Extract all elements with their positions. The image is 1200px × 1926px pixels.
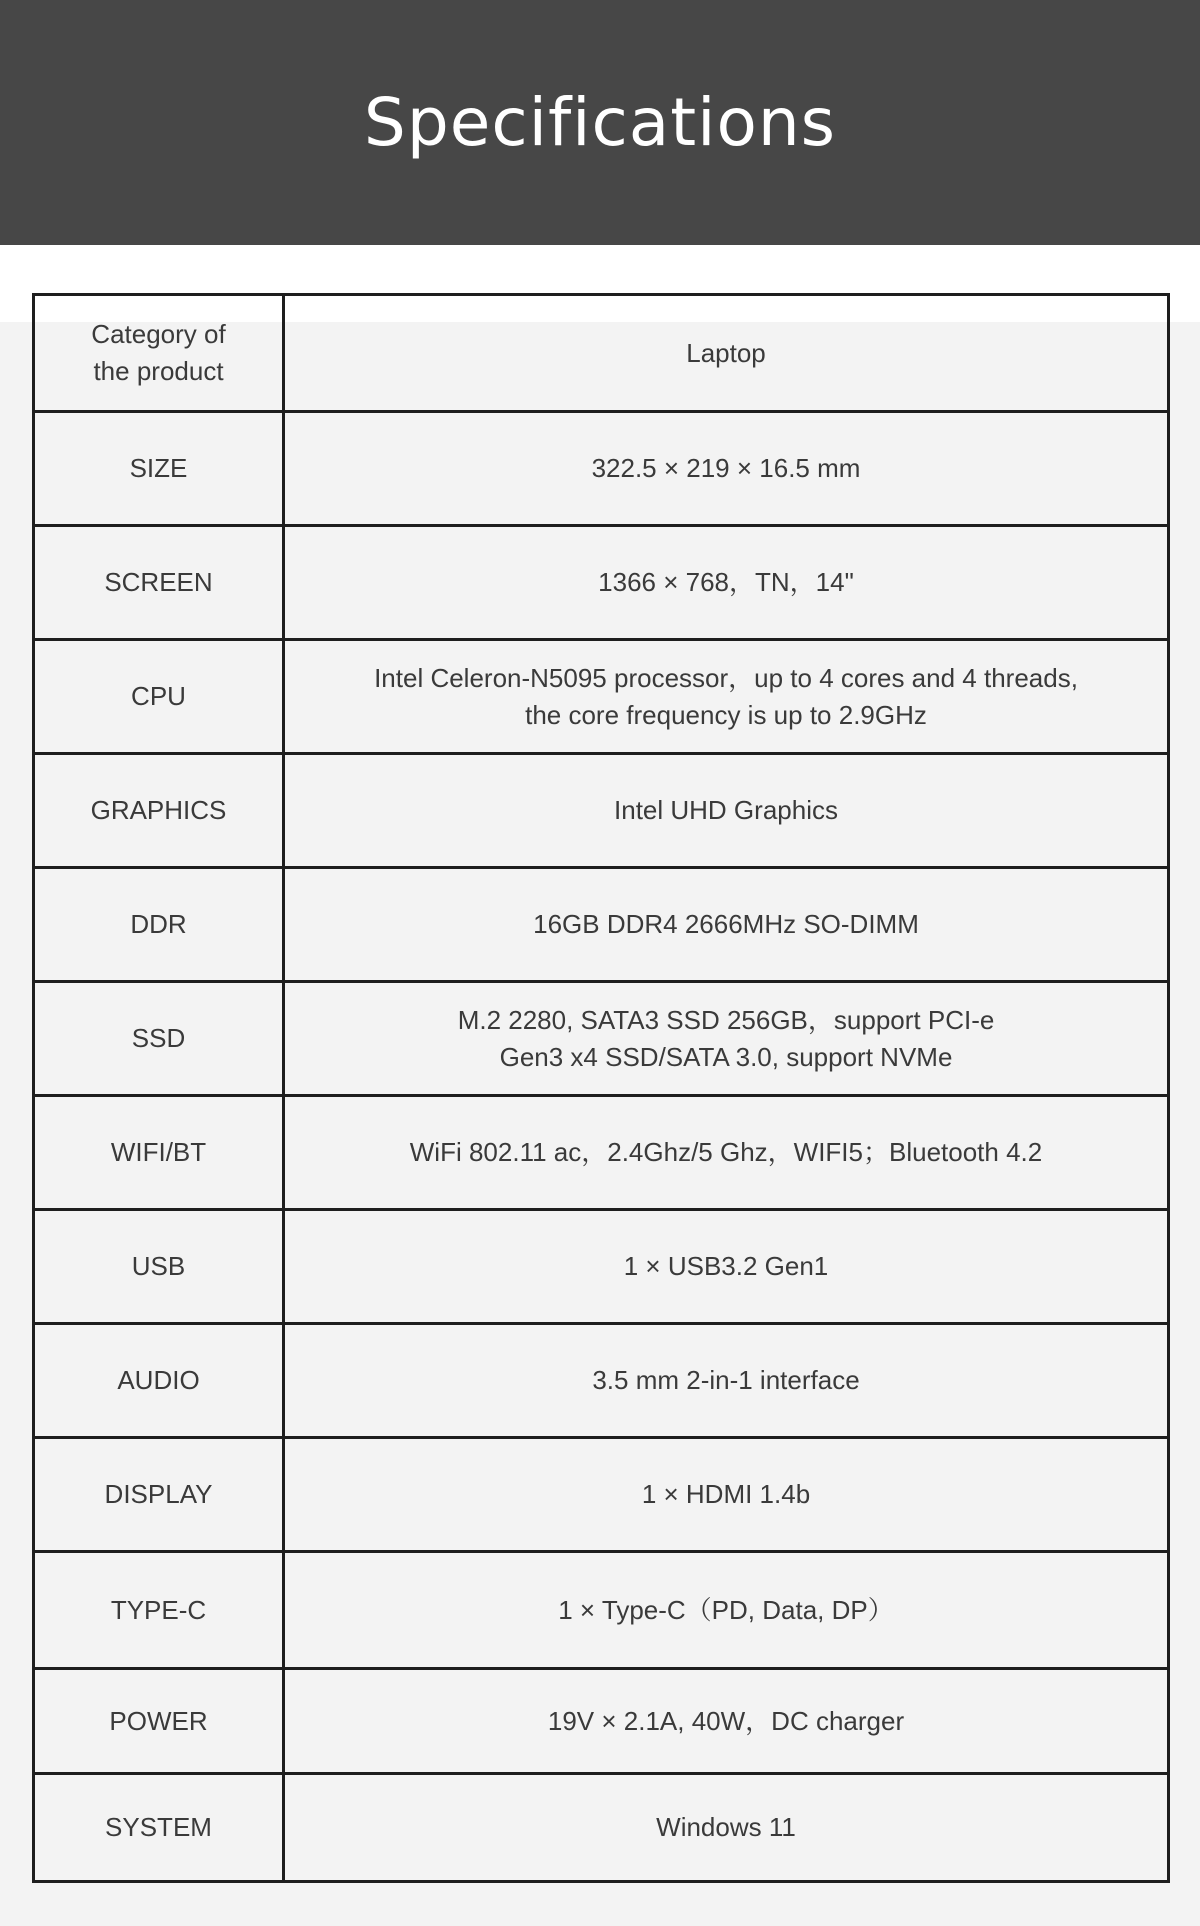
- spec-label: SCREEN: [34, 526, 284, 640]
- page-title: Specifications: [363, 84, 837, 161]
- spec-row-audio: [34, 1324, 1169, 1438]
- spec-row-ssd: [34, 982, 1169, 1096]
- spec-value: M.2 2280, SATA3 SSD 256GB，support PCI-e Gen3 x4 SSD/SATA 3.0, support NVMe: [284, 982, 1169, 1096]
- spec-value: Intel Celeron-N5095 processor，up to 4 cores and 4 threads, the core frequency is up to 2.9GHz: [284, 640, 1169, 754]
- spec-label: USB: [34, 1210, 284, 1324]
- spec-label: Category of the product: [34, 295, 284, 412]
- spec-value: 1366 × 768，TN，14": [284, 526, 1169, 640]
- spec-label: AUDIO: [34, 1324, 284, 1438]
- spec-row-ddr: [34, 868, 1169, 982]
- spec-row-size: [34, 412, 1169, 526]
- spec-label: CPU: [34, 640, 284, 754]
- spec-row-cpu: [34, 640, 1169, 754]
- spec-value: WiFi 802.11 ac，2.4Ghz/5 Ghz，WIFI5；Bluetooth 4.2: [284, 1096, 1169, 1210]
- spec-row-usb: [34, 1210, 1169, 1324]
- spec-value: 1 × HDMI 1.4b: [284, 1438, 1169, 1552]
- spec-row-power: [34, 1669, 1169, 1774]
- spec-label: POWER: [34, 1669, 284, 1774]
- spec-label: SYSTEM: [34, 1774, 284, 1882]
- spec-value: 3.5 mm 2-in-1 interface: [284, 1324, 1169, 1438]
- spec-value: 322.5 × 219 × 16.5 mm: [284, 412, 1169, 526]
- spec-label: DISPLAY: [34, 1438, 284, 1552]
- spec-row-graphics: [34, 754, 1169, 868]
- spec-row-type-c: [34, 1552, 1169, 1669]
- spec-row-screen: [34, 526, 1169, 640]
- spec-label: SIZE: [34, 412, 284, 526]
- spec-label: DDR: [34, 868, 284, 982]
- spec-value: Intel UHD Graphics: [284, 754, 1169, 868]
- spec-value: 16GB DDR4 2666MHz SO-DIMM: [284, 868, 1169, 982]
- spec-row-category: [34, 295, 1169, 412]
- spec-label: GRAPHICS: [34, 754, 284, 868]
- specifications-table: [32, 293, 1170, 1883]
- spec-value: 1 × USB3.2 Gen1: [284, 1210, 1169, 1324]
- spec-value: Windows 11: [284, 1774, 1169, 1882]
- spec-label: SSD: [34, 982, 284, 1096]
- spec-label: WIFI/BT: [34, 1096, 284, 1210]
- spec-row-system: [34, 1774, 1169, 1882]
- spec-row-wifi-bt: [34, 1096, 1169, 1210]
- spec-row-display: [34, 1438, 1169, 1552]
- spec-value: 19V × 2.1A, 40W，DC charger: [284, 1669, 1169, 1774]
- header-banner: [0, 0, 1200, 245]
- spec-label: TYPE-C: [34, 1552, 284, 1669]
- spec-value: Laptop: [284, 295, 1169, 412]
- spec-value: 1 × Type-C（PD, Data, DP）: [284, 1552, 1169, 1669]
